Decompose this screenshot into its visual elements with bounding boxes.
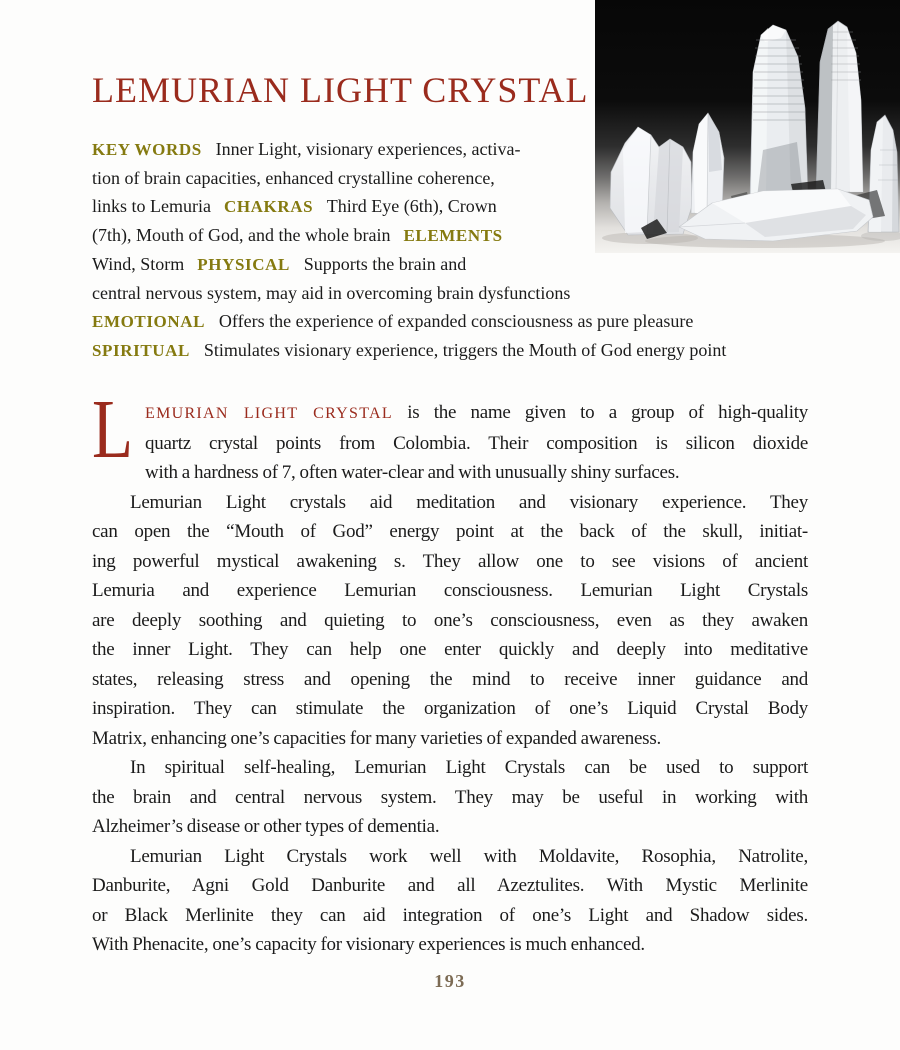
text-line: Lemurian Light crystals aid meditation and visionary experience. They (130, 491, 808, 513)
text-run: with a hardness of 7, often water-clear and with unusually shiny surfaces. (145, 462, 680, 483)
text-line: ing powerful mystical awakening s. They allow one to see visions of ancient (92, 550, 808, 572)
property-line (92, 307, 808, 336)
text-line: Lemuria and experience Lemurian consciousness. Lemurian Light Crystals (92, 580, 808, 601)
property-line (92, 250, 808, 279)
property-label: KEY WORDS (92, 140, 202, 159)
paragraph (92, 753, 808, 842)
page-title: LEMURIAN LIGHT CRYSTAL (92, 70, 589, 110)
body-paragraphs (92, 488, 808, 960)
property-line (92, 135, 808, 164)
property-line (92, 221, 808, 250)
text-line: inspiration. They can stimulate the organization of one’s Liquid Crystal Body (92, 698, 808, 719)
text-line: the brain and central nervous system. They may be useful in working with (92, 786, 808, 808)
text-run: central nervous system, may aid in overcoming brain dysfunctions (92, 283, 571, 303)
property-label: PHYSICAL (197, 255, 290, 274)
paragraph (92, 488, 808, 754)
text-line: can open the “Mouth of God” energy point at the back of the skull, initiat- (92, 521, 808, 542)
property-label: CHAKRAS (223, 197, 314, 216)
text-line: states, releasing stress and opening the mind to receive inner guidance and (92, 668, 808, 690)
text-line (92, 398, 808, 429)
text-run: links to Lemuria (92, 196, 211, 216)
text-run: Wind, Storm (92, 254, 185, 274)
text-line: are deeply soothing and quieting to one’s consciousness, even as they awaken (92, 609, 808, 631)
property-line (92, 336, 808, 365)
paragraph (92, 842, 808, 960)
text-run: Offers the experience of expanded consciousness as pure pleasure (218, 311, 694, 331)
text-run: Third Eye (6th), Crown (326, 196, 497, 216)
page-content (0, 70, 900, 960)
drop-cap: L (92, 383, 134, 476)
text-line: the inner Light. They can help one enter quickly and deeply into meditative (92, 639, 808, 660)
property-label: SPIRITUAL (92, 341, 190, 360)
text-line: Alzheimer’s disease or other types of dementia. (92, 816, 440, 837)
text-run: (7th), Mouth of God, and the whole brain (92, 225, 391, 245)
property-line (92, 192, 808, 221)
property-line (92, 279, 808, 307)
lead-paragraph (92, 383, 809, 488)
property-line (92, 164, 808, 192)
text-line (92, 458, 808, 488)
text-run: Stimulates visionary experience, triggers the Mouth of God energy point (203, 340, 727, 360)
text-line (92, 429, 808, 459)
text-line: With Phenacite, one’s capacity for visionary experiences is much enhanced. (92, 934, 645, 955)
text-run: Inner Light, visionary experiences, activa- (215, 139, 521, 159)
text-run: tion of brain capacities, enhanced crystalline coherence, (92, 168, 495, 188)
property-label: EMOTIONAL (92, 312, 206, 331)
lead-smallcaps: EMURIAN LIGHT CRYSTAL (145, 405, 393, 422)
text-line: Lemurian Light Crystals work well with Moldavite, Rosophia, Natrolite, (130, 845, 808, 867)
property-label: ELEMENTS (403, 226, 503, 245)
page-number: 193 (434, 971, 466, 991)
text-line: In spiritual self-healing, Lemurian Light Crystals can be used to support (130, 757, 808, 778)
text-line: or Black Merlinite they can aid integration of one’s Light and Shadow sides. (92, 904, 808, 926)
text-line: Matrix, enhancing one’s capacities for many varieties of expanded awareness. (92, 727, 661, 749)
properties-block (92, 135, 808, 365)
text-line: Danburite, Agni Gold Danburite and all Azeztulites. With Mystic Merlinite (92, 875, 808, 896)
text-run: Supports the brain and (303, 254, 467, 274)
text-run: is the name given to a group of high-quality (407, 402, 809, 423)
text-run: quartz crystal points from Colombia. Their composition is silicon dioxide (145, 432, 808, 454)
